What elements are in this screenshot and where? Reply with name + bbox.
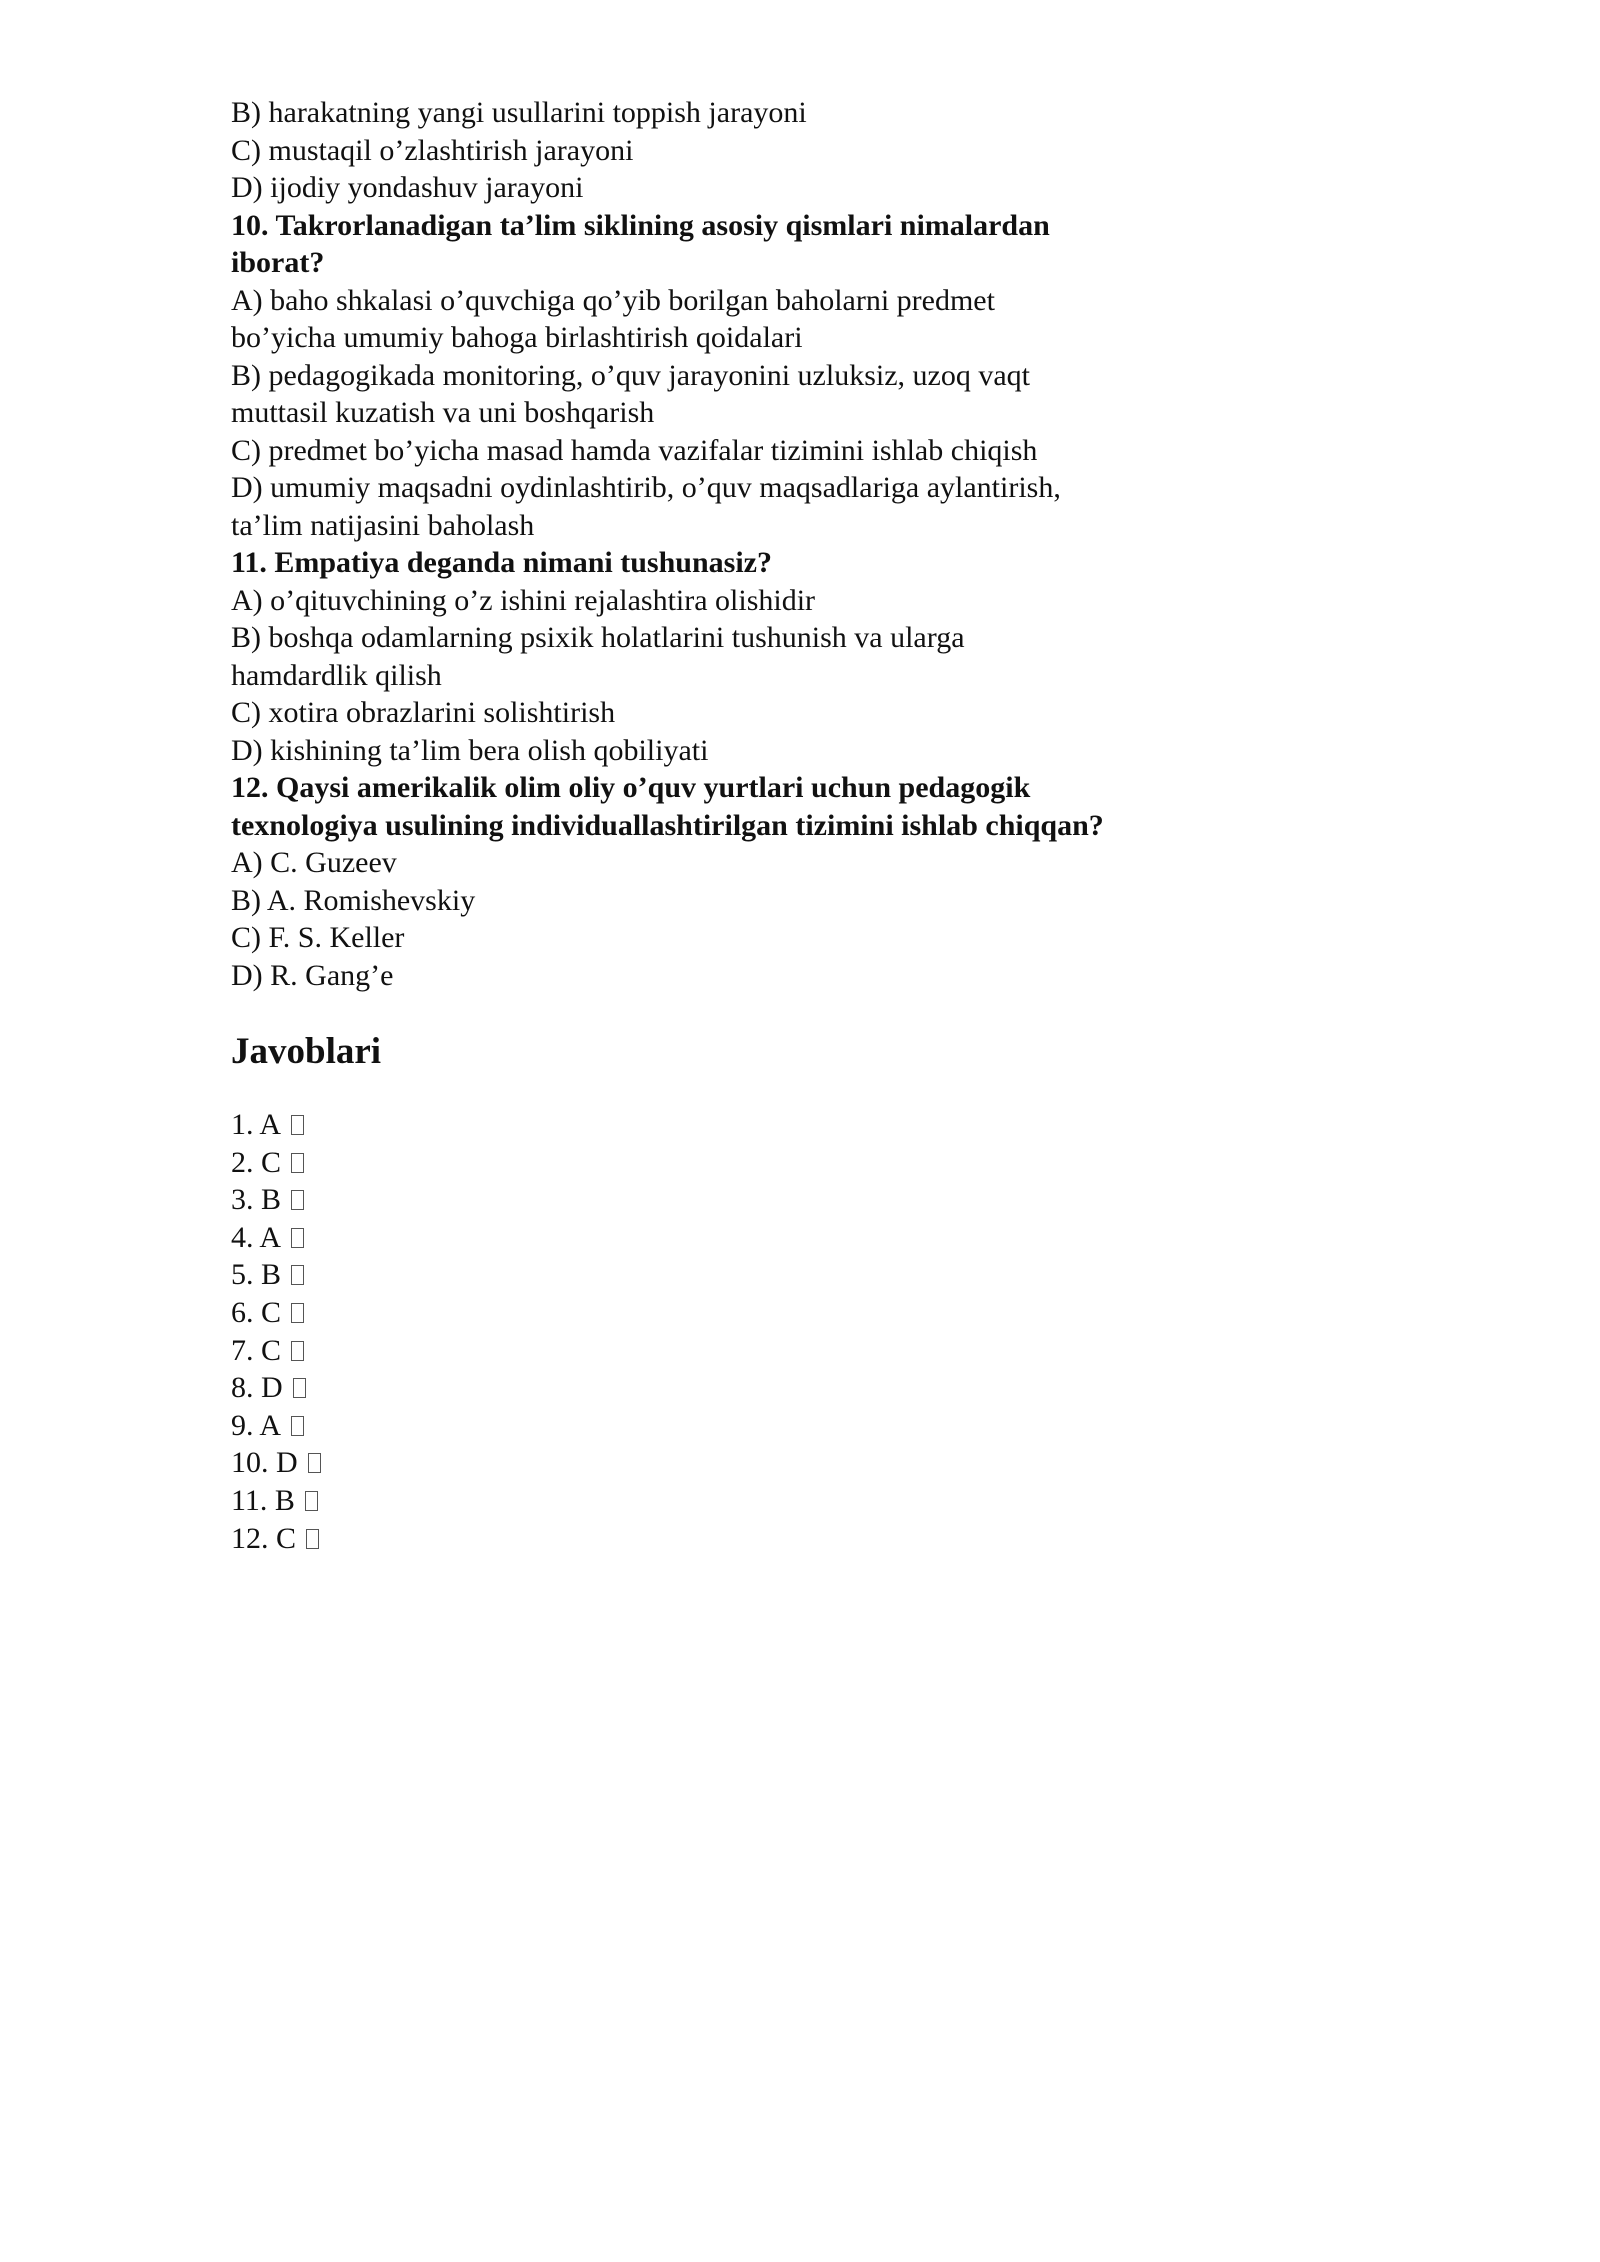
missing-glyph-icon — [306, 1529, 319, 1549]
answer-text: 5. B — [231, 1258, 282, 1292]
answer-text: 4. A — [231, 1220, 282, 1254]
answer-item — [231, 1219, 1231, 1257]
answers-list — [231, 1106, 1231, 1557]
answer-item — [231, 1520, 1231, 1558]
option-line: C) predmet bo’yicha masad hamda vazifalar tizimini ishlab chiqish — [231, 433, 1038, 467]
option-line: bo’yicha umumiy bahoga birlashtirish qoidalari — [231, 321, 803, 354]
answer-item — [231, 1407, 1231, 1445]
answer-text: 9. A — [231, 1408, 282, 1442]
answer-item — [231, 1482, 1231, 1520]
question-text: 11. Empatiya deganda nimani tushunasiz? — [231, 546, 772, 579]
question-text: 10. Takrorlanadigan ta’lim siklining asosiy qismlari nimalardan — [231, 208, 1050, 242]
missing-glyph-icon — [308, 1453, 321, 1473]
answer-text: 7. C — [231, 1333, 282, 1367]
missing-glyph-icon — [291, 1341, 304, 1361]
question-text: iborat? — [231, 246, 325, 279]
question-text: 12. Qaysi amerikalik olim oliy o’quv yurtlari uchun pedagogik — [231, 771, 1031, 804]
missing-glyph-icon — [305, 1491, 318, 1511]
option-line: C) F. S. Keller — [231, 921, 405, 954]
answer-text: 3. B — [231, 1183, 282, 1217]
option-line: B) A. Romishevskiy — [231, 883, 476, 917]
question-10 — [231, 207, 1231, 545]
option-line: A) o’qituvchining o’z ishini rejalashtira olishidir — [231, 583, 816, 617]
missing-glyph-icon — [291, 1190, 304, 1210]
answer-text: 2. C — [231, 1145, 282, 1179]
document-page — [231, 94, 1231, 1557]
question-text: texnologiya usulining individuallashtirilgan tizimini ishlab chiqqan? — [231, 808, 1104, 842]
answer-text: 10. D — [231, 1446, 298, 1480]
option-line: hamdardlik qilish — [231, 658, 442, 692]
option-line: A) baho shkalasi o’quvchiga qo’yib borilgan baholarni predmet — [231, 283, 995, 317]
missing-glyph-icon — [291, 1153, 304, 1173]
missing-glyph-icon — [291, 1228, 304, 1248]
answer-text: 11. B — [231, 1483, 295, 1517]
answer-text: 1. A — [231, 1108, 282, 1141]
option-line: D) R. Gang’e — [231, 958, 394, 992]
question-12 — [231, 769, 1231, 994]
answer-text: 8. D — [231, 1371, 283, 1405]
continued-options — [231, 94, 1231, 207]
missing-glyph-icon — [291, 1416, 304, 1436]
answer-item — [231, 1294, 1231, 1332]
answer-item — [231, 1332, 1231, 1370]
answer-item — [231, 1444, 1231, 1482]
answer-item — [231, 1181, 1231, 1219]
option-line: muttasil kuzatish va uni boshqarish — [231, 396, 655, 429]
option-line: ta’lim natijasini baholash — [231, 508, 535, 542]
missing-glyph-icon — [291, 1265, 304, 1285]
option-line: D) kishining ta’lim bera olish qobiliyati — [231, 733, 709, 767]
option-line: D) ijodiy yondashuv jarayoni — [231, 171, 584, 204]
answer-item — [231, 1256, 1231, 1294]
option-line: A) C. Guzeev — [231, 846, 397, 879]
option-line: C) xotira obrazlarini solishtirish — [231, 696, 616, 729]
option-line: C) mustaqil o’zlashtirish jarayoni — [231, 133, 634, 167]
answer-text: 12. C — [231, 1521, 297, 1555]
answer-item — [231, 1106, 1231, 1144]
missing-glyph-icon — [291, 1303, 304, 1323]
answers-heading: Javoblari — [231, 1031, 382, 1072]
missing-glyph-icon — [291, 1115, 304, 1135]
option-line: B) boshqa odamlarning psixik holatlarini tushunish va ularga — [231, 621, 965, 654]
answer-text: 6. C — [231, 1295, 282, 1329]
answer-item — [231, 1144, 1231, 1182]
question-11 — [231, 544, 1231, 769]
option-line: D) umumiy maqsadni oydinlashtirib, o’quv maqsadlariga aylantirish, — [231, 471, 1061, 504]
answer-item — [231, 1369, 1231, 1407]
option-line: B) pedagogikada monitoring, o’quv jarayonini uzluksiz, uzoq vaqt — [231, 358, 1030, 392]
missing-glyph-icon — [293, 1378, 306, 1398]
option-line: B) harakatning yangi usullarini toppish jarayoni — [231, 96, 807, 129]
